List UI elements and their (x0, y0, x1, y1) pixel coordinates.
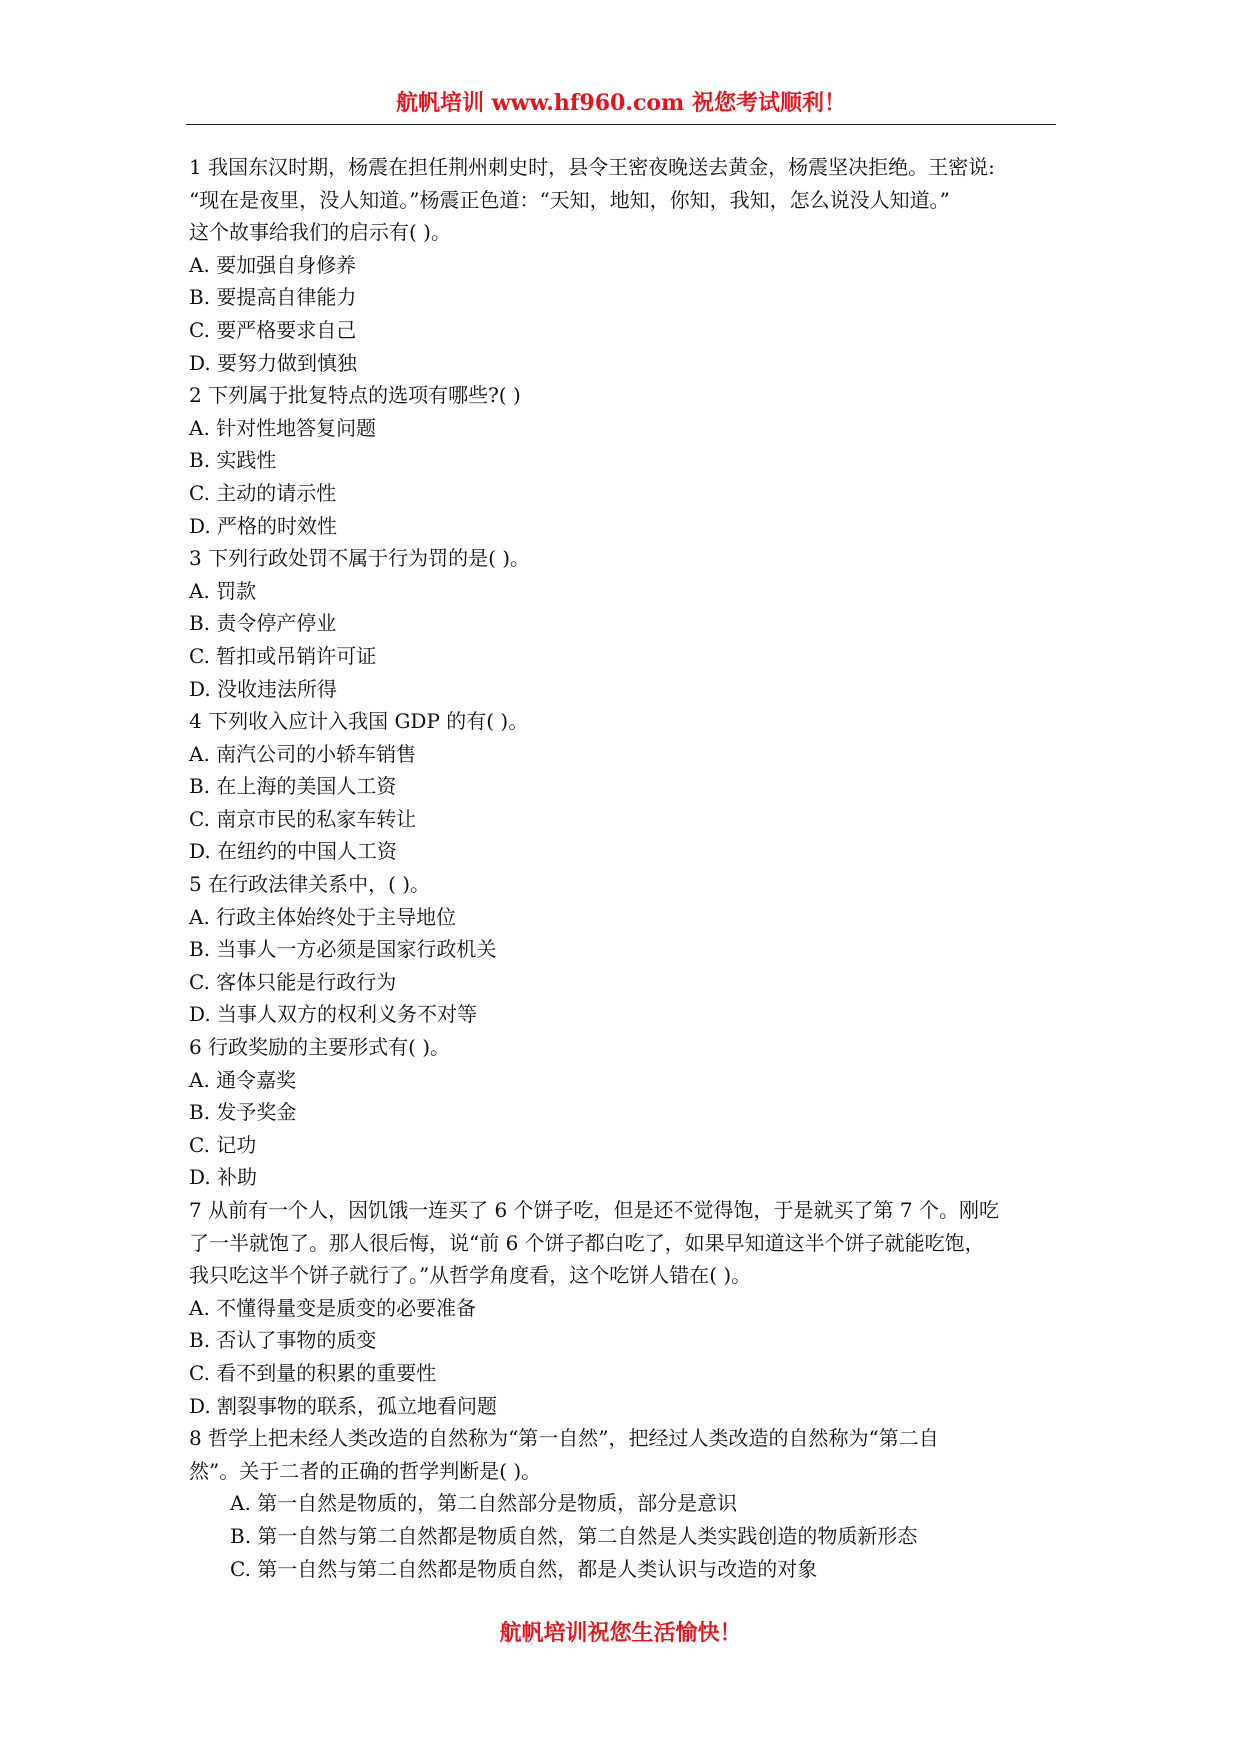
question-stem: 3 下列行政处罚不属于行为罚的是( )。 (189, 546, 531, 571)
option-b: B. 当事人一方必须是国家行政机关 (189, 937, 497, 962)
question-8 (189, 1422, 1057, 1585)
option-d: D. 割裂事物的联系，孤立地看问题 (189, 1393, 498, 1418)
question-stem: 1 我国东汉时期，杨震在担任荆州刺史时，县令王密夜晚送去黄金，杨震坚决拒绝。王密说: (189, 155, 995, 179)
question-stem: 这个故事给我们的启示有( )。 (189, 220, 451, 245)
question-7 (189, 1194, 1057, 1422)
option-b: B. 发予奖金 (189, 1100, 297, 1125)
question-stem: 5 在行政法律关系中，( )。 (189, 872, 431, 897)
option-b: B. 实践性 (189, 448, 277, 473)
option-c: C. 第一自然与第二自然都是物质自然，都是人类认识与改造的对象 (230, 1556, 818, 1581)
question-3 (189, 542, 1057, 705)
option-a: A. 第一自然是物质的，第二自然部分是物质，部分是意识 (230, 1491, 738, 1516)
question-stem: 6 行政奖励的主要形式有( )。 (189, 1035, 451, 1060)
question-stem: 了一半就饱了。那人很后悔，说“前 6 个饼子都白吃了，如果早知道这半个饼子就能吃饱， (189, 1230, 985, 1255)
option-b: B. 否认了事物的质变 (189, 1328, 377, 1353)
option-a: A. 不懂得量变是质变的必要准备 (189, 1295, 477, 1320)
question-6 (189, 1031, 1057, 1194)
option-b: B. 第一自然与第二自然都是物质自然，第二自然是人类实践创造的物质新形态 (230, 1523, 918, 1548)
option-c: C. 要严格要求自己 (189, 317, 357, 342)
page-footer: 航帆培训祝您生活愉快！ (499, 1620, 742, 1646)
question-5 (189, 868, 1057, 1031)
question-stem: 4 下列收入应计入我国 GDP 的有( )。 (189, 709, 529, 734)
option-d: D. 当事人双方的权利义务不对等 (189, 1002, 478, 1027)
option-c: C. 南京市民的私家车转让 (189, 806, 417, 831)
option-d: D. 没收违法所得 (189, 676, 338, 701)
option-d: D. 要努力做到慎独 (189, 350, 358, 375)
option-b: B. 责令停产停业 (189, 611, 337, 636)
question-4 (189, 705, 1057, 868)
header-rule (186, 124, 1056, 125)
question-stem: 我只吃这半个饼子就行了。”从哲学角度看，这个吃饼人错在( )。 (189, 1263, 752, 1288)
option-a: A. 要加强自身修养 (189, 252, 357, 277)
option-d: D. 补助 (189, 1165, 258, 1190)
question-stem: 然”。关于二者的正确的哲学判断是( )。 (189, 1458, 542, 1483)
option-c: C. 看不到量的积累的重要性 (189, 1360, 437, 1385)
question-list (189, 151, 1057, 1585)
option-d: D. 严格的时效性 (189, 513, 338, 538)
option-b: B. 要提高自律能力 (189, 285, 357, 310)
option-a: A. 南汽公司的小轿车销售 (189, 741, 417, 766)
question-2 (189, 379, 1057, 542)
option-c: C. 暂扣或吊销许可证 (189, 643, 377, 668)
option-c: C. 主动的请示性 (189, 480, 337, 505)
question-stem: “现在是夜里，没人知道。”杨震正色道：“天知，地知，你知，我知，怎么说没人知道。” (189, 187, 950, 212)
option-c: C. 客体只能是行政行为 (189, 969, 397, 994)
option-a: A. 通令嘉奖 (189, 1067, 297, 1092)
option-d: D. 在纽约的中国人工资 (189, 839, 398, 864)
question-stem: 2 下列属于批复特点的选项有哪些?( ) (189, 383, 521, 408)
question-stem: 8 哲学上把未经人类改造的自然称为“第一自然”，把经过人类改造的自然称为“第二自 (189, 1426, 939, 1451)
page-header: 航帆培训 www.hf960.com 祝您考试顺利！ (396, 90, 846, 116)
question-stem: 7 从前有一个人，因饥饿一连买了 6 个饼子吃，但是还不觉得饱，于是就买了第 7 个。刚吃 (189, 1198, 999, 1222)
option-c: C. 记功 (189, 1132, 257, 1157)
option-a: A. 罚款 (189, 578, 257, 603)
option-a: A. 行政主体始终处于主导地位 (189, 904, 457, 929)
question-1 (189, 151, 1057, 379)
option-b: B. 在上海的美国人工资 (189, 774, 397, 799)
option-a: A. 针对性地答复问题 (189, 415, 377, 440)
